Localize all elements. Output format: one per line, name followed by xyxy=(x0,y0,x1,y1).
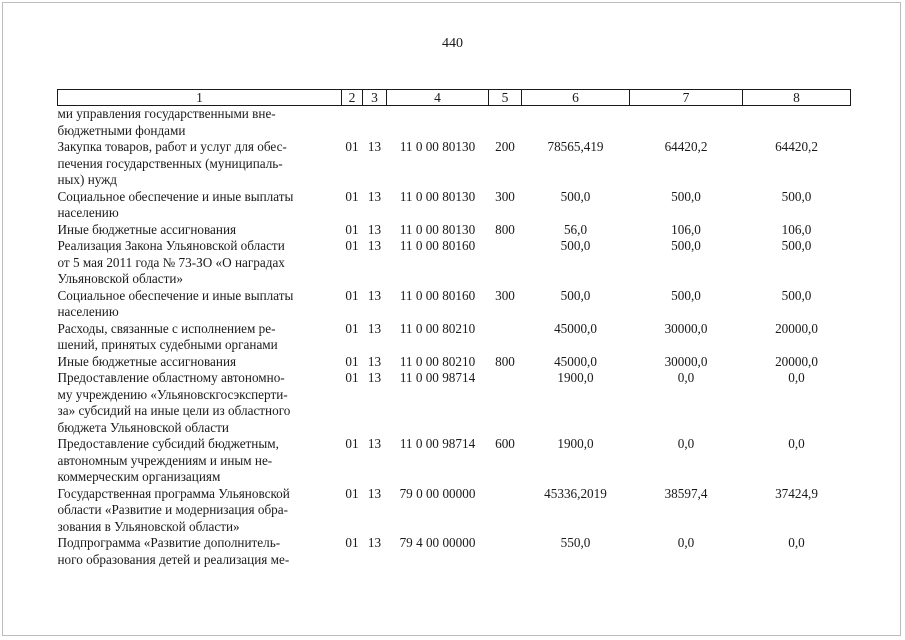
cell-pr: 13 xyxy=(367,188,382,204)
cell-value-col6: 56,0 xyxy=(563,221,588,237)
cell-pr: 13 xyxy=(367,238,382,253)
cell-csr: 11 0 00 80130 xyxy=(399,221,476,237)
cell-csr: 79 0 00 00000 xyxy=(399,485,476,501)
cell-value-col6 xyxy=(522,106,630,140)
cell-csr xyxy=(387,106,489,140)
cell-name: ми управления государственными вне- бюджетными фондами xyxy=(57,106,276,138)
cell-value-col8: 500,0 xyxy=(781,287,812,303)
cell-value-col6: 78565,419 xyxy=(547,139,604,154)
cell-name: Государственная программа Ульяновской области «Развитие и модернизация обра- зования в Ульяновской области» xyxy=(57,485,290,534)
cell-gr: 01 xyxy=(345,287,359,303)
table-row xyxy=(58,486,851,536)
cell-vr: 300 xyxy=(495,287,515,303)
cell-csr: 11 0 00 98714 xyxy=(399,370,476,385)
cell-gr: 01 xyxy=(345,370,359,385)
cell-vr: 800 xyxy=(495,353,515,369)
cell-pr: 13 xyxy=(367,139,382,154)
cell-gr: 01 xyxy=(345,485,359,501)
cell-name: Предоставление областному автономно- му учреждению «Ульяновскгосэксперти- за» субсидий на иные цели из областного бюджета Ульяновской области xyxy=(57,370,291,435)
cell-csr: 11 0 00 80210 xyxy=(399,320,476,336)
cell-csr: 11 0 00 80130 xyxy=(399,139,476,154)
table-row xyxy=(58,222,851,239)
cell-value-col7: 64420,2 xyxy=(664,139,708,154)
cell-name: Социальное обеспечение и иные выплаты населению xyxy=(57,287,294,319)
cell-value-col7: 500,0 xyxy=(671,188,701,204)
header-cell-4: 4 xyxy=(387,90,489,106)
cell-value-col7: 30000,0 xyxy=(664,320,708,336)
table-row xyxy=(58,535,851,568)
cell-name: Иные бюджетные ассигнования xyxy=(57,221,237,237)
page-number: 440 xyxy=(442,36,463,51)
cell-value-col7 xyxy=(630,106,743,140)
cell-name: Социальное обеспечение и иные выплаты населению xyxy=(57,188,294,220)
cell-vr xyxy=(489,321,522,354)
header-cell-1: 1 xyxy=(58,90,342,106)
cell-pr xyxy=(363,106,387,140)
cell-value-col7: 500,0 xyxy=(671,287,701,303)
cell-name: Подпрограмма «Развитие дополнитель- ного образования детей и реализация ме- xyxy=(57,535,290,567)
cell-value-col7: 0,0 xyxy=(677,436,695,451)
cell-gr: 01 xyxy=(345,436,359,451)
cell-value-col6: 500,0 xyxy=(560,238,591,253)
cell-value-col8: 0,0 xyxy=(788,436,805,451)
cell-gr: 01 xyxy=(345,320,359,336)
cell-gr: 01 xyxy=(345,188,359,204)
header-cell-3: 3 xyxy=(363,90,387,106)
cell-csr: 11 0 00 80130 xyxy=(399,188,476,204)
table-row xyxy=(58,139,851,189)
cell-value-col8: 64420,2 xyxy=(775,139,818,154)
cell-pr: 13 xyxy=(367,320,382,336)
cell-vr xyxy=(489,238,522,288)
cell-value-col8: 500,0 xyxy=(781,188,812,204)
cell-pr: 13 xyxy=(367,221,382,237)
header-cell-2: 2 xyxy=(342,90,363,106)
table-row xyxy=(58,354,851,371)
cell-value-col8: 106,0 xyxy=(781,221,812,237)
cell-vr xyxy=(489,486,522,536)
cell-vr xyxy=(489,535,522,568)
cell-value-col8: 500,0 xyxy=(781,238,812,253)
cell-csr: 11 0 00 80210 xyxy=(399,353,476,369)
cell-value-col8: 37424,9 xyxy=(775,485,818,501)
cell-gr: 01 xyxy=(345,535,359,550)
cell-value-col6: 1900,0 xyxy=(557,370,594,385)
cell-gr: 01 xyxy=(345,353,359,369)
cell-pr: 13 xyxy=(367,535,382,550)
header-cell-6: 6 xyxy=(522,90,630,106)
cell-gr: 01 xyxy=(345,139,359,154)
cell-pr: 13 xyxy=(367,436,382,451)
cell-vr: 600 xyxy=(495,436,515,451)
cell-value-col6: 45336,2019 xyxy=(544,485,607,501)
cell-value-col6: 550,0 xyxy=(560,535,591,550)
cell-vr: 800 xyxy=(495,221,515,237)
cell-value-col8 xyxy=(743,106,851,140)
cell-vr: 300 xyxy=(495,188,515,204)
budget-table xyxy=(57,89,851,568)
table-row xyxy=(58,288,851,321)
cell-name: Закупка товаров, работ и услуг для обес- печения государственных (муниципаль- ных) нужд xyxy=(57,139,287,187)
cell-vr xyxy=(489,370,522,436)
cell-value-col7: 0,0 xyxy=(677,370,695,385)
cell-csr: 79 4 00 00000 xyxy=(399,535,476,550)
table-row xyxy=(58,321,851,354)
table-row xyxy=(58,370,851,436)
cell-value-col8: 0,0 xyxy=(788,535,805,550)
cell-value-col6: 45000,0 xyxy=(554,353,597,369)
cell-csr: 11 0 00 80160 xyxy=(399,287,476,303)
cell-vr xyxy=(489,106,522,140)
header-row xyxy=(58,90,851,106)
header-cell-5: 5 xyxy=(489,90,522,106)
header-cell-7: 7 xyxy=(630,90,743,106)
cell-value-col7: 30000,0 xyxy=(664,353,708,369)
cell-name: Расходы, связанные с исполнением ре- шений, принятых судебными органами xyxy=(57,320,278,352)
cell-value-col6: 500,0 xyxy=(560,287,591,303)
cell-value-col7: 0,0 xyxy=(677,535,695,550)
cell-csr: 11 0 00 80160 xyxy=(399,238,476,253)
cell-value-col7: 500,0 xyxy=(671,238,701,253)
table-row xyxy=(58,189,851,222)
cell-value-col6: 1900,0 xyxy=(557,436,594,451)
cell-gr xyxy=(342,106,363,140)
cell-value-col8: 20000,0 xyxy=(775,353,818,369)
cell-pr: 13 xyxy=(367,370,382,385)
cell-value-col6: 45000,0 xyxy=(554,320,597,336)
cell-gr: 01 xyxy=(345,221,359,237)
header-cell-8: 8 xyxy=(743,90,851,106)
cell-value-col7: 106,0 xyxy=(671,221,701,237)
table-row xyxy=(58,436,851,486)
cell-name: Иные бюджетные ассигнования xyxy=(57,353,237,369)
cell-csr: 11 0 00 98714 xyxy=(399,436,476,451)
cell-name: Реализация Закона Ульяновской области от 5 мая 2011 года № 73-ЗО «О наградах Ульяновской области» xyxy=(57,238,285,286)
cell-pr: 13 xyxy=(367,287,382,303)
cell-value-col7: 38597,4 xyxy=(664,485,708,501)
table-row xyxy=(58,238,851,288)
cell-name: Предоставление субсидий бюджетным, автономным учреждениям и иным не- коммерческим организациям xyxy=(57,436,279,484)
cell-vr: 200 xyxy=(495,139,515,154)
cell-pr: 13 xyxy=(367,485,382,501)
cell-gr: 01 xyxy=(345,238,359,253)
cell-value-col8: 0,0 xyxy=(788,370,805,385)
cell-pr: 13 xyxy=(367,353,382,369)
cell-value-col6: 500,0 xyxy=(560,188,591,204)
cell-value-col8: 20000,0 xyxy=(775,320,818,336)
table-row xyxy=(58,106,851,140)
